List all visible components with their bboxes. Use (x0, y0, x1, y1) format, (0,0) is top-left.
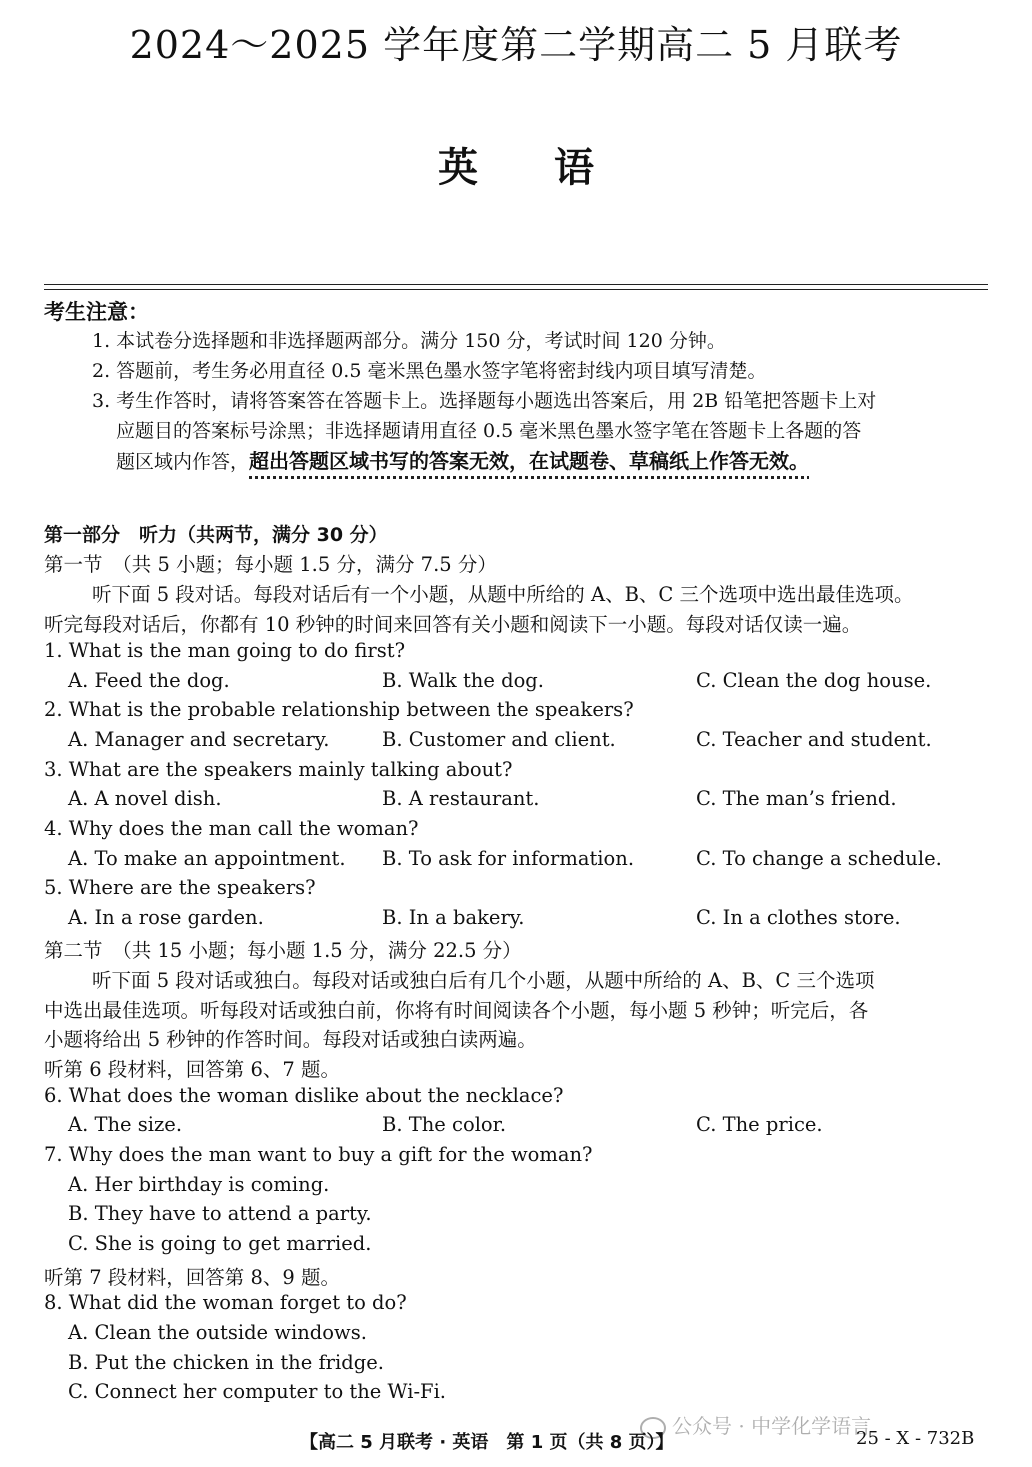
exam-title: 2024～2025 学年度第二学期高二 5 月联考 (129, 23, 903, 67)
question-1-option-b: B. Walk the dog. (382, 669, 544, 692)
question-3-option-a: A. A novel dish. (68, 787, 222, 810)
question-4-option-b: B. To ask for information. (382, 847, 635, 870)
question-2-option-b: B. Customer and client. (382, 728, 616, 751)
notice-item-1: 1. 本试卷分选择题和非选择题两部分。满分 150 分，考试时间 120 分钟。 (92, 330, 726, 352)
question-6-option-b: B. The color. (382, 1113, 507, 1136)
notice-emphasis: 超出答题区域书写的答案无效，在试题卷、草稿纸上作答无效。 (249, 449, 810, 473)
question-8-option-a: A. Clean the outside windows. (68, 1321, 367, 1344)
question-7-option-c: C. She is going to get married. (68, 1232, 372, 1255)
section1-title: 第一节 （共 5 小题；每小题 1.5 分，满分 7.5 分） (44, 553, 497, 576)
notice-item-3-line-2: 应题目的答案标号涂黑；非选择题请用直径 0.5 毫米黑色墨水签字笔在答题卡上各题的答 (116, 420, 862, 442)
question-4-option-a: A. To make an appointment. (68, 847, 346, 870)
material-7-heading: 听第 7 段材料，回答第 8、9 题。 (44, 1266, 341, 1289)
section2-title: 第二节 （共 15 小题；每小题 1.5 分，满分 22.5 分） (44, 939, 522, 962)
subject-char-1: 英 (438, 145, 478, 191)
question-5-option-b: B. In a bakery. (382, 906, 525, 929)
question-5-stem: 5. Where are the speakers? (44, 876, 316, 899)
question-1-stem: 1. What is the man going to do first? (44, 639, 406, 662)
notice-item-2: 2. 答题前，考生务必用直径 0.5 毫米黑色墨水签字笔将密封线内项目填写清楚。 (92, 360, 767, 382)
section2-instruction-2: 中选出最佳选项。听每段对话或独白前，你将有时间阅读各个小题，每小题 5 秒钟；听完后，各 (44, 999, 869, 1022)
section1-instruction-1: 听下面 5 段对话。每段对话后有一个小题，从题中所给的 A、B、C 三个选项中选出最佳选项。 (92, 583, 914, 606)
subject-char-2: 语 (554, 145, 594, 191)
part1-title: 第一部分 听力（共两节，满分 30 分） (44, 524, 388, 546)
divider-bottom (44, 289, 988, 290)
question-3-option-c: C. The man’s friend. (696, 787, 897, 810)
question-8-stem: 8. What did the woman forget to do? (44, 1291, 407, 1314)
question-3-option-b: B. A restaurant. (382, 787, 540, 810)
notice-item-3-line-3 (116, 446, 992, 477)
question-7-option-a: A. Her birthday is coming. (68, 1173, 330, 1196)
section2-instruction-3: 小题将给出 5 秒钟的作答时间。每段对话或独白读两遍。 (44, 1028, 537, 1051)
watermark (640, 1410, 871, 1439)
question-7-option-b: B. They have to attend a party. (68, 1202, 372, 1225)
question-1-option-a: A. Feed the dog. (68, 669, 230, 692)
subject-title (0, 136, 1032, 193)
notice-item-3-line-1: 3. 考生作答时，请将答案答在答题卡上。选择题每小题选出答案后，用 2B 铅笔把答题卡上对 (92, 390, 877, 412)
section1-instruction-2: 听完每段对话后，你都有 10 秒钟的时间来回答有关小题和阅读下一小题。每段对话仅读一遍。 (44, 613, 862, 636)
notice-heading: 考生注意： (44, 300, 149, 324)
footer-code: 25 - X - 732B (856, 1428, 975, 1449)
question-4-stem: 4. Why does the man call the woman? (44, 817, 419, 840)
question-6-option-c: C. The price. (696, 1113, 823, 1136)
section2-instruction-1: 听下面 5 段对话或独白。每段对话或独白后有几个小题，从题中所给的 A、B、C 三个选项 (92, 969, 875, 992)
question-5-option-c: C. In a clothes store. (696, 906, 901, 929)
question-5-option-a: A. In a rose garden. (68, 906, 264, 929)
question-1-option-c: C. Clean the dog house. (696, 669, 932, 692)
question-7-stem: 7. Why does the man want to buy a gift for the woman? (44, 1143, 593, 1166)
footer-page-info: 【高二 5 月联考 · 英语 第 1 页（共 8 页）】 (300, 1432, 674, 1453)
notice-item-3-text: 题区域内作答， (116, 451, 250, 473)
material-6-heading: 听第 6 段材料，回答第 6、7 题。 (44, 1058, 341, 1081)
question-8-option-b: B. Put the chicken in the fridge. (68, 1351, 384, 1374)
question-6-stem: 6. What does the woman dislike about the necklace? (44, 1084, 564, 1107)
question-4-option-c: C. To change a schedule. (696, 847, 942, 870)
question-2-option-c: C. Teacher and student. (696, 728, 932, 751)
question-8-option-c: C. Connect her computer to the Wi-Fi. (68, 1380, 447, 1403)
watermark-text: 公众号 · 中学化学语言 (672, 1414, 872, 1438)
divider-top (44, 284, 988, 285)
question-2-option-a: A. Manager and secretary. (68, 728, 330, 751)
question-3-stem: 3. What are the speakers mainly talking about? (44, 758, 513, 781)
question-6-option-a: A. The size. (68, 1113, 183, 1136)
question-2-stem: 2. What is the probable relationship between the speakers? (44, 698, 634, 721)
